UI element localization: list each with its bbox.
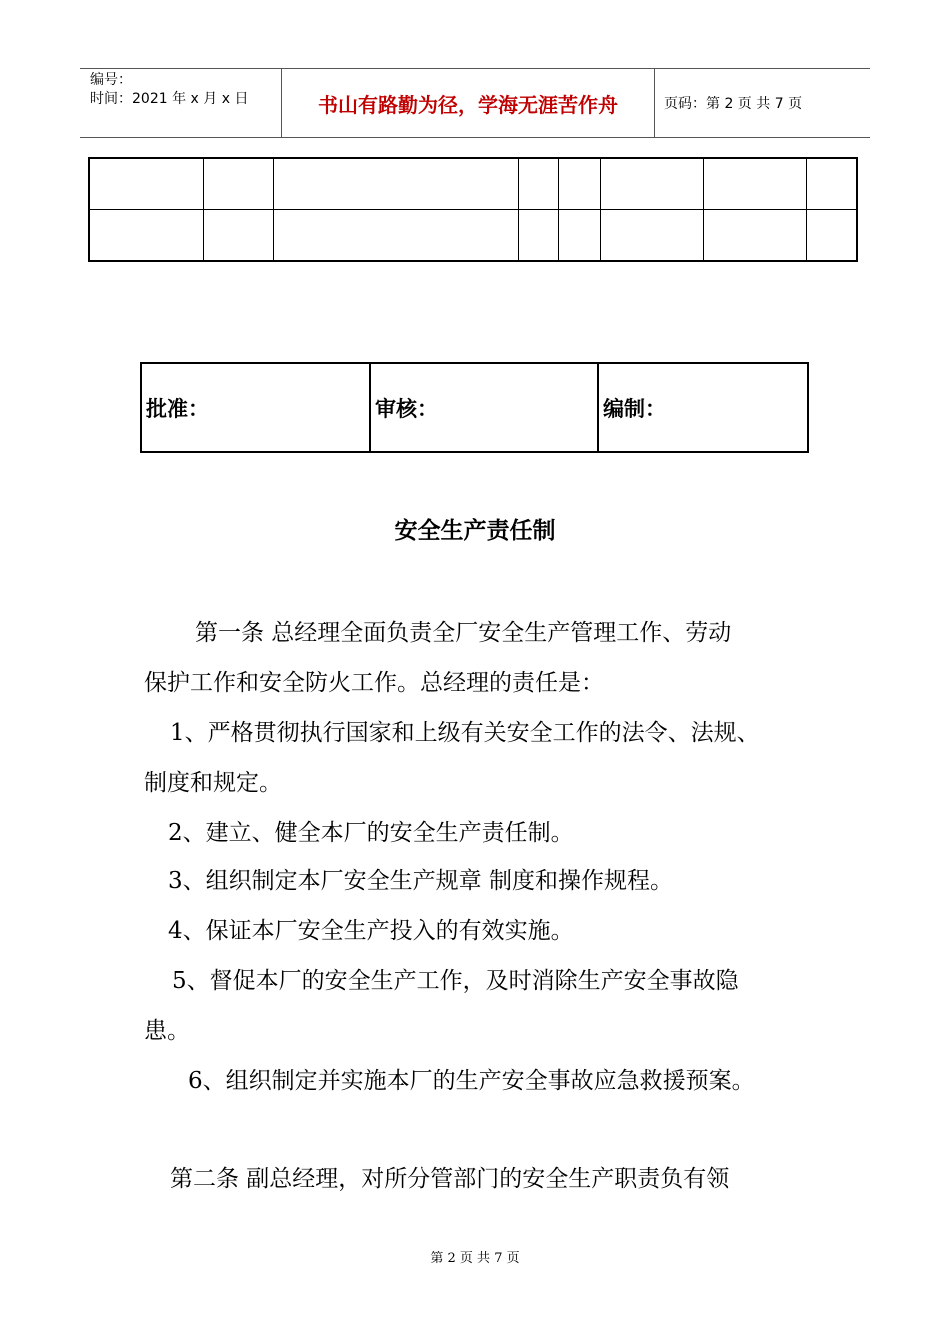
table-cell (559, 210, 601, 262)
body-line: 3、组织制定本厂安全生产规章 制度和操作规程。 (168, 868, 673, 894)
review-cell: 审核： (370, 363, 598, 452)
body-line: 6、组织制定并实施本厂的生产安全事故应急救援预案。 (188, 1068, 755, 1094)
table-cell (89, 210, 204, 262)
body-line: 1、严格贯彻执行国家和上级有关安全工作的法令、法规、 (170, 720, 760, 746)
table-row (89, 210, 857, 262)
table-cell (519, 210, 559, 262)
table-cell (274, 210, 519, 262)
header-divider (654, 69, 655, 137)
compile-cell: 编制： (598, 363, 808, 452)
body-line: 2、建立、健全本厂的安全生产责任制。 (168, 820, 574, 846)
header-page-label: 页码：第 2 页 共 7 页 (664, 96, 803, 112)
table-cell (204, 158, 274, 210)
header-meta (90, 71, 248, 109)
body-line: 5、督促本厂的安全生产工作，及时消除生产安全事故隐 (172, 968, 739, 994)
table-row (89, 158, 857, 210)
approve-cell: 批准： (141, 363, 370, 452)
body-line: 制度和规定。 (144, 770, 282, 796)
table-cell (807, 210, 858, 262)
table-cell (89, 158, 204, 210)
header-motto: 书山有路勤为径，学海无涯苦作舟 (318, 93, 618, 117)
table-cell (704, 210, 807, 262)
body-line: 第一条 总经理全面负责全厂安全生产管理工作、劳动 (195, 620, 732, 646)
table-cell (519, 158, 559, 210)
table-cell (559, 158, 601, 210)
page-footer: 第 2 页 共 7 页 (430, 1251, 520, 1266)
body-line: 保护工作和安全防火工作。总经理的责任是： (144, 670, 604, 696)
document-title: 安全生产责任制 (394, 518, 556, 544)
header-number-label: 编号： (90, 72, 132, 88)
body-line: 患。 (144, 1018, 190, 1044)
body-line: 4、保证本厂安全生产投入的有效实施。 (168, 918, 574, 944)
body-line: 第二条 副总经理，对所分管部门的安全生产职责负有领 (170, 1166, 730, 1192)
table-row (141, 363, 808, 452)
approval-table (140, 362, 809, 453)
blank-table (88, 157, 858, 262)
table-cell (807, 158, 858, 210)
page-header (80, 68, 870, 138)
table-cell (704, 158, 807, 210)
table-cell (204, 210, 274, 262)
table-cell (601, 158, 704, 210)
table-cell (601, 210, 704, 262)
table-cell (274, 158, 519, 210)
header-time-label: 时间：2021 年 x 月 x 日 (90, 91, 249, 107)
